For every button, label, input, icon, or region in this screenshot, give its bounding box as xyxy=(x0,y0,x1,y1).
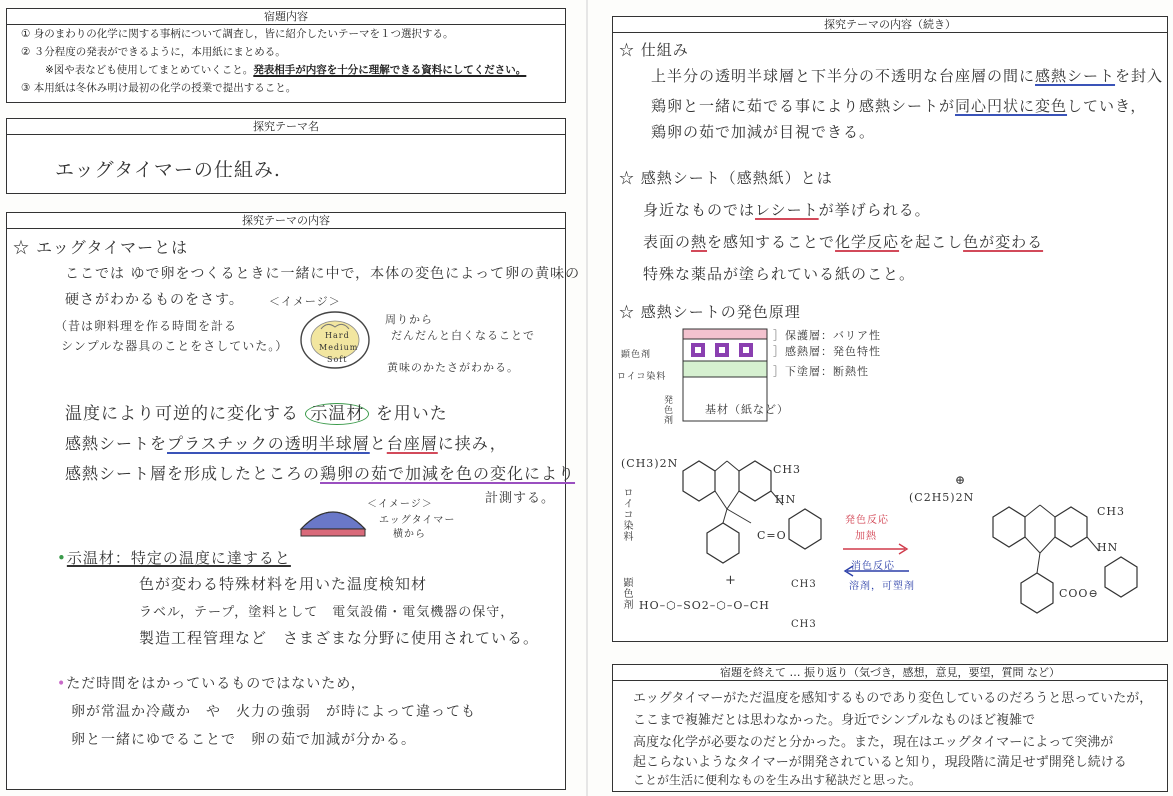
para-2c: と xyxy=(369,434,387,453)
mech-2a: 鶏卵と一緒に茹でる事により感熱シートが xyxy=(651,97,956,115)
content-line-2: 硬さがわかるものをさす。 xyxy=(65,292,244,308)
mechanism-line-1 xyxy=(651,65,1163,86)
mechanism-line-2 xyxy=(651,95,1146,116)
sheet-2c: を感知することで xyxy=(707,233,836,251)
side-note-2: だんだんと白くなることで xyxy=(391,329,535,342)
para-1c: を用いた xyxy=(375,404,448,424)
para-3a: 感熱シート層を形成したところの xyxy=(65,464,321,483)
bullet-1-line-2: 色が変わる特殊材料を用いた温度検知材 xyxy=(139,575,428,593)
assignment-item-1: ① 身のまわりの化学に関する事柄について調査し，皆に紹介したいテーマを１つ選択する。 xyxy=(21,28,454,40)
formula-plus: + xyxy=(725,573,737,588)
reflection-title: 宿題を終えて … 振り返り（気づき，感想，意見，要望，質問 など） xyxy=(613,665,1167,681)
sheet-1c: が挙げられる。 xyxy=(818,201,931,219)
developer-side-label: 顕色剤 xyxy=(621,577,632,610)
assignment-item-3: ③ 本用紙は冬休み明け最初の化学の授業で提出すること。 xyxy=(21,82,297,94)
product-ch3: CH3 xyxy=(1097,505,1126,518)
assignment-title: 宿題内容 xyxy=(7,9,565,25)
assignment-item-2: ② ３分程度の発表ができるように，本用紙にまとめる。 xyxy=(21,46,286,58)
para-2d: 台座層 xyxy=(386,434,438,453)
para-2b: プラスチックの透明半球層 xyxy=(167,434,370,453)
reflection-line-4: 起こらないようなタイマーが開発されていると知り，現段階に満足せず開発し続ける xyxy=(633,755,1127,770)
layer-label-3: ］下塗層：断熱性 xyxy=(773,365,869,378)
bullet-1-line-1 xyxy=(57,547,291,568)
para-1-term: 示温材 xyxy=(305,403,369,425)
dye-side-label: ロイコ染料 xyxy=(621,487,632,542)
principle-heading: ☆ 感熱シートの発色原理 xyxy=(619,303,801,321)
sheet-2f: 色が変わる xyxy=(963,233,1044,251)
para-1a: 温度により可逆的に変化する xyxy=(65,404,299,424)
content-continued-box xyxy=(612,16,1168,642)
formula-ch3: CH3 xyxy=(773,463,802,476)
image-label-2: ＜イメージ＞ xyxy=(367,499,433,510)
product-amine: (C2H5)2N xyxy=(909,491,975,504)
base-label: 基材（紙など） xyxy=(705,403,789,416)
bullet-2-line-1 xyxy=(57,673,366,693)
content-heading: ☆ エッグタイマーとは xyxy=(13,238,189,257)
egg-label-hard: Hard xyxy=(325,331,350,340)
formula-dev-ch3b: CH3 xyxy=(791,619,817,630)
mech-1a: 上半分の透明半球層と下半分の不透明な台座層の間に xyxy=(651,67,1036,85)
bullet-2-text: ただ時間をはかっているものではないため， xyxy=(66,676,366,692)
bullet-1-text: 示温材：特定の温度に達すると xyxy=(66,549,291,567)
theme-name-value: エッグタイマーの仕組み. xyxy=(55,159,281,181)
reverse-reaction-label: 消色反応 xyxy=(851,561,895,572)
mech-2c: していき， xyxy=(1067,97,1147,115)
sheet-2a: 表面の xyxy=(643,233,692,251)
reflection-line-3: 高度な化学が必要なのだと分かった。また，現在はエッグタイマーによって突沸が xyxy=(633,735,1114,750)
egg-label-medium: Medium xyxy=(319,343,359,352)
leuco-dye-label: ロイコ染料 xyxy=(617,372,667,382)
product-coo: COO⊖ xyxy=(1059,587,1099,600)
bullet-2-line-3: 卵と一緒にゆでることで 卵の茹で加減が分かる。 xyxy=(71,732,416,748)
sheet-heading: ☆ 感熱シート（感熱紙）とは xyxy=(619,169,833,187)
sheet-2b: 熱 xyxy=(691,233,708,251)
formula-co: C=O xyxy=(757,529,787,542)
egg-timer-side-image xyxy=(297,503,369,539)
para-2e: に挟み， xyxy=(437,434,507,453)
theme-name-box xyxy=(6,118,566,194)
para-3 xyxy=(65,461,575,484)
sheet-1b: レシート xyxy=(755,201,819,219)
reflection-box xyxy=(612,664,1168,792)
mechanism-heading: ☆ 仕組み xyxy=(619,41,689,59)
note-line-2: シンプルな器具のことをさしていた。） xyxy=(61,339,289,353)
product-hn: HN xyxy=(1097,541,1119,554)
side-note-1: 周りから xyxy=(385,313,433,326)
mech-1c: を封入 xyxy=(1115,67,1164,85)
para-2 xyxy=(65,431,507,454)
sheet-line-2 xyxy=(643,231,1043,252)
assignment-note-emphasis: 発表相手が内容を十分に理解できる資料にしてください。 xyxy=(253,64,527,76)
color-former-label: 発色剤 xyxy=(662,395,672,425)
reflection-line-2: ここまで複雑だとは思わなかった。身近でシンプルなものほど複雑で xyxy=(633,713,1036,728)
formula-nme2: (CH3)2N xyxy=(621,457,679,470)
image-caption-2: 横から xyxy=(393,529,426,540)
note-line-1: （昔は卵料理を作る時間を計る xyxy=(55,319,238,333)
developer-label: 顕色剤 xyxy=(621,350,652,360)
bullet-dot-1: • xyxy=(57,549,67,567)
para-3c: 計測する。 xyxy=(485,491,556,506)
mech-2b: 同心円状に変色 xyxy=(955,97,1068,115)
reverse-reaction-condition: 溶剤，可塑剤 xyxy=(849,581,915,592)
sheet-2e: を起こし xyxy=(899,233,964,251)
reflection-line-1: エッグタイマーがただ温度を感知するものであり変色しているのだろうと思っていたが， xyxy=(633,691,1153,706)
sheet-line-3: 特殊な薬品が塗られている紙のこと。 xyxy=(643,265,916,283)
assignment-note-text: ※図や表なども使用してまとめていくこと。 xyxy=(45,64,254,76)
bullet-1-line-3: ラベル，テープ，塗料として 電気設備・電気機器の保守， xyxy=(139,605,515,620)
mechanism-line-3: 鶏卵の茹で加減が目視できる。 xyxy=(651,123,876,141)
layer-label-1: ］保護層：バリア性 xyxy=(773,329,881,342)
sheet-line-1 xyxy=(643,199,931,220)
reflection-line-5: ことが生活に便利なものを生み出す秘訣だと思った。 xyxy=(633,773,922,787)
layer-label-2: ］感熱層：発色特性 xyxy=(773,345,881,358)
mech-1b: 感熱シート xyxy=(1035,67,1116,85)
forward-arrow xyxy=(841,543,911,555)
formula-hn: HN xyxy=(775,493,797,506)
content-continued-title: 探究テーマの内容（続き） xyxy=(613,17,1167,33)
forward-reaction-label: 発色反応 xyxy=(845,515,889,526)
page-fold xyxy=(586,0,588,796)
para-2a: 感熱シートを xyxy=(65,434,168,453)
sheet-2d: 化学反応 xyxy=(835,233,900,251)
para-3b: 鶏卵の茹で加減を色の変化により xyxy=(320,464,576,483)
assignment-box xyxy=(6,8,566,103)
content-title: 探究テーマの内容 xyxy=(7,213,565,229)
content-line-1: ここでは ゆで卵をつくるときに一緒に中で，本体の変色によって卵の黄味の xyxy=(65,266,581,282)
theme-name-title: 探究テーマ名 xyxy=(7,119,565,135)
formula-developer: HO–⬡–SO2–⬡–O–CH xyxy=(639,599,770,612)
bullet-dot-2: • xyxy=(57,676,67,692)
image-label-1: ＜イメージ＞ xyxy=(269,295,341,308)
content-box xyxy=(6,212,581,790)
forward-reaction-condition: 加熱 xyxy=(855,531,877,542)
egg-label-soft: Soft xyxy=(327,355,348,364)
product-plus: ⊕ xyxy=(955,473,967,487)
side-note-3: 黄味のかたさがわかる。 xyxy=(387,361,519,374)
image-caption-1: エッグタイマー xyxy=(379,515,456,526)
para-1 xyxy=(65,399,448,424)
bullet-2-line-2: 卵が常温か冷蔵か や 火力の強弱 が時によって違っても xyxy=(71,704,476,720)
sheet-1a: 身近なものでは xyxy=(643,201,756,219)
formula-dev-ch3a: CH3 xyxy=(791,579,817,590)
assignment-item-note xyxy=(45,63,526,78)
bullet-1-line-4: 製造工程管理など さまざまな分野に使用されている。 xyxy=(139,629,540,647)
